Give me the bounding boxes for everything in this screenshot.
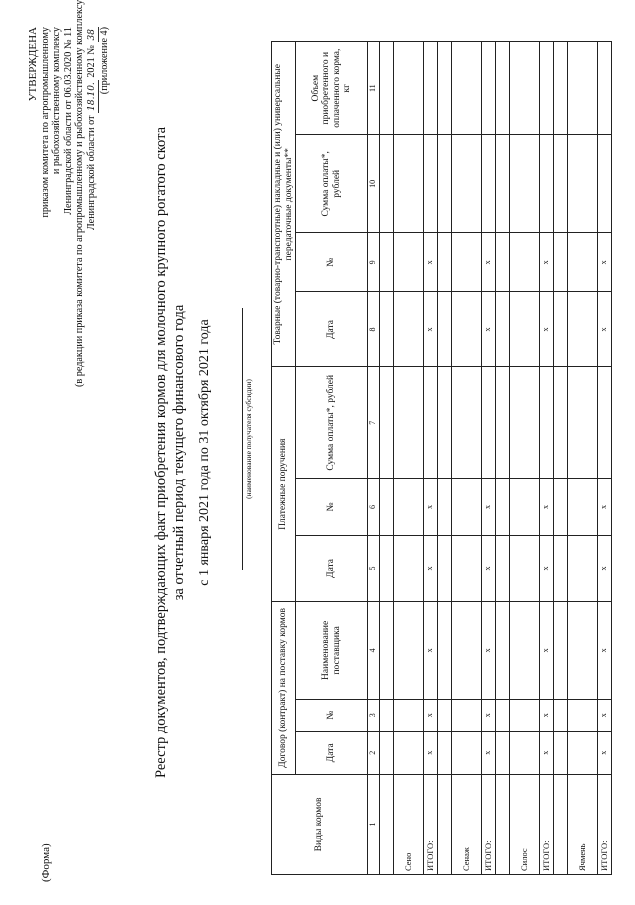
- table-cell: [437, 233, 451, 292]
- table-cell: [597, 135, 611, 233]
- table-cell: [495, 367, 509, 479]
- table-cell: [393, 535, 423, 601]
- feed-type-name: Сенаж: [451, 774, 481, 874]
- cross-mark: х: [539, 479, 553, 536]
- table-cell: [567, 42, 597, 135]
- table-cell: [437, 135, 451, 233]
- table-cell: [437, 731, 451, 774]
- header-invoice-date: Дата: [296, 292, 368, 367]
- handwritten-date: 18.10.: [87, 80, 100, 113]
- table-cell: [451, 135, 481, 233]
- cross-mark: х: [481, 535, 495, 601]
- table-cell: [451, 601, 481, 699]
- cross-mark: х: [423, 731, 437, 774]
- table-cell: [509, 601, 539, 699]
- table-cell: [437, 42, 451, 135]
- total-label: ИТОГО:: [481, 774, 495, 874]
- table-cell: [553, 601, 567, 699]
- feed-type-name: Сено: [393, 774, 423, 874]
- table-cell: [379, 135, 393, 233]
- table-cell: [539, 42, 553, 135]
- table-cell: [567, 699, 597, 731]
- table-cell: [553, 535, 567, 601]
- table-cell: [451, 535, 481, 601]
- table-cell: [379, 479, 393, 536]
- total-row: [539, 42, 553, 875]
- cross-mark: х: [539, 292, 553, 367]
- table-cell: [567, 601, 597, 699]
- cross-mark: х: [481, 601, 495, 699]
- header-payment-sum: Сумма оплаты*, рублей: [296, 367, 368, 479]
- table-cell: [495, 535, 509, 601]
- cross-mark: х: [597, 292, 611, 367]
- feed-rows: [379, 42, 611, 875]
- table-cell: [379, 601, 393, 699]
- cross-mark: х: [423, 535, 437, 601]
- table-cell: [495, 699, 509, 731]
- table-cell: [567, 292, 597, 367]
- table-cell: [437, 479, 451, 536]
- cross-mark: х: [481, 233, 495, 292]
- table-cell: [393, 731, 423, 774]
- table-cell: [495, 731, 509, 774]
- header-contract-date: Дата: [296, 731, 368, 774]
- feed-row: [553, 42, 567, 875]
- table-cell: [553, 233, 567, 292]
- col-num: 2: [368, 731, 380, 774]
- table-cell: [379, 233, 393, 292]
- cross-mark: х: [481, 731, 495, 774]
- table-cell: [393, 601, 423, 699]
- table-cell: [379, 699, 393, 731]
- cross-mark: х: [597, 233, 611, 292]
- total-row: [481, 42, 495, 875]
- col-num: 9: [368, 233, 380, 292]
- table-cell: [567, 479, 597, 536]
- total-label: ИТОГО:: [539, 774, 553, 874]
- table-cell: [423, 42, 437, 135]
- table-cell: [379, 367, 393, 479]
- table-cell: [553, 135, 567, 233]
- total-label: ИТОГО:: [597, 774, 611, 874]
- table-cell: [495, 233, 509, 292]
- header-volume: Объем приобретенного и оплаченного корма, кг: [296, 42, 368, 135]
- table-cell: [423, 367, 437, 479]
- cross-mark: х: [423, 601, 437, 699]
- header-invoice-sum: Сумма оплаты*, рублей: [296, 135, 368, 233]
- header-row-sub: [296, 42, 368, 875]
- feed-row: [495, 42, 509, 875]
- table-cell: [451, 731, 481, 774]
- table-cell: [553, 731, 567, 774]
- approval-head: УТВЕРЖДЕНА: [27, 27, 39, 102]
- form-label: (Форма): [40, 843, 52, 882]
- approval-line: Ленинградской области от 06.03.2020 № 11: [62, 27, 74, 215]
- table-cell: [393, 42, 423, 135]
- header-payment-date: Дата: [296, 535, 368, 601]
- table-cell: [481, 367, 495, 479]
- total-row: [423, 42, 437, 875]
- cross-mark: х: [597, 535, 611, 601]
- table-cell: [495, 42, 509, 135]
- column-number-row: [368, 42, 380, 875]
- header-feed-types: Виды кормов: [272, 774, 368, 874]
- feed-type-row: [509, 42, 539, 875]
- table-cell: [509, 479, 539, 536]
- table-cell: [423, 135, 437, 233]
- table-cell: [509, 233, 539, 292]
- cross-mark: х: [539, 699, 553, 731]
- approval-line-signed: [86, 27, 100, 387]
- header-supplier: Наименование поставщика: [296, 601, 368, 699]
- cross-mark: х: [597, 479, 611, 536]
- total-label: ИТОГО:: [423, 774, 437, 874]
- table-cell: [379, 42, 393, 135]
- header-row-groups: [272, 42, 296, 875]
- approval-line-text: Ленинградской области от: [85, 115, 97, 231]
- recipient-caption: (наименование получателя субсидии): [244, 379, 253, 499]
- recipient-underline: [242, 308, 243, 570]
- table-cell: [451, 699, 481, 731]
- approval-year: 2021 №: [85, 45, 97, 78]
- reporting-period: с 1 января 2021 года по 31 октября 2021 года: [197, 319, 212, 586]
- table-cell: [451, 367, 481, 479]
- table-cell: [553, 479, 567, 536]
- col-num: 10: [368, 135, 380, 233]
- cross-mark: х: [481, 479, 495, 536]
- table-cell: [509, 135, 539, 233]
- table-cell: [495, 292, 509, 367]
- table-cell: [393, 135, 423, 233]
- registry-table-wrap: [271, 41, 612, 875]
- cross-mark: х: [597, 731, 611, 774]
- feed-type-row: [451, 42, 481, 875]
- table-cell: [509, 731, 539, 774]
- approval-block: [27, 0, 111, 387]
- cross-mark: х: [597, 601, 611, 699]
- table-cell: [437, 699, 451, 731]
- header-contract: Договор (контракт) на поставку кормов: [272, 601, 296, 774]
- table-cell: [393, 479, 423, 536]
- cross-mark: х: [481, 699, 495, 731]
- cross-mark: х: [423, 233, 437, 292]
- table-cell: [437, 292, 451, 367]
- table-cell: [495, 774, 509, 874]
- col-num: 11: [368, 42, 380, 135]
- table-cell: [393, 367, 423, 479]
- col-num: 1: [368, 774, 380, 874]
- feed-type-name: Силос: [509, 774, 539, 874]
- table-cell: [509, 699, 539, 731]
- approval-appendix: (приложение 4): [99, 27, 110, 95]
- header-invoices: Товарные (товарно-транспортные) накладные и (или) универсальные передаточные документы**: [272, 42, 296, 368]
- table-cell: [597, 42, 611, 135]
- table-cell: [567, 731, 597, 774]
- cross-mark: х: [539, 535, 553, 601]
- table-cell: [451, 233, 481, 292]
- total-row: [597, 42, 611, 875]
- col-num: 5: [368, 535, 380, 601]
- handwritten-number: 38: [87, 27, 100, 42]
- feed-row: [437, 42, 451, 875]
- cross-mark: х: [423, 292, 437, 367]
- table-cell: [509, 42, 539, 135]
- table-cell: [437, 774, 451, 874]
- header-payment-orders: Платежные поручения: [272, 367, 296, 601]
- table-cell: [539, 135, 553, 233]
- table-cell: [495, 601, 509, 699]
- approval-line: приказом комитета по агропромышленному: [39, 27, 51, 218]
- table-cell: [437, 601, 451, 699]
- col-num: 7: [368, 367, 380, 479]
- cross-mark: х: [539, 601, 553, 699]
- feed-type-row: [393, 42, 423, 875]
- cross-mark: х: [423, 479, 437, 536]
- cross-mark: х: [423, 699, 437, 731]
- table-cell: [567, 233, 597, 292]
- table-cell: [567, 535, 597, 601]
- table-cell: [379, 731, 393, 774]
- table-cell: [481, 135, 495, 233]
- cross-mark: х: [597, 699, 611, 731]
- table-cell: [495, 479, 509, 536]
- feed-type-name: Ячмень: [567, 774, 597, 874]
- table-cell: [393, 292, 423, 367]
- col-num: 4: [368, 601, 380, 699]
- registry-table: [271, 41, 612, 875]
- cross-mark: х: [539, 233, 553, 292]
- cross-mark: х: [539, 731, 553, 774]
- feed-type-row: [567, 42, 597, 875]
- table-cell: [495, 135, 509, 233]
- header-payment-number: №: [296, 479, 368, 536]
- col-num: 3: [368, 699, 380, 731]
- table-cell: [509, 292, 539, 367]
- cross-mark: х: [481, 292, 495, 367]
- table-cell: [379, 535, 393, 601]
- table-cell: [437, 367, 451, 479]
- table-cell: [553, 292, 567, 367]
- table-cell: [553, 367, 567, 479]
- feed-row: [379, 42, 393, 875]
- title-line-2: за отчетный период текущего финансового года: [171, 304, 187, 601]
- title-line-1: Реестр документов, подтверждающих факт приобретения кормов для молочного крупного рогатого скота: [153, 126, 169, 779]
- table-cell: [451, 42, 481, 135]
- table-cell: [553, 42, 567, 135]
- table-cell: [567, 367, 597, 479]
- table-cell: [539, 367, 553, 479]
- approval-line: (в редакции приказа комитета по агропромышленному и рыбохозяйственному комплексу: [74, 0, 85, 387]
- table-cell: [481, 42, 495, 135]
- document-title: [152, 0, 188, 905]
- col-num: 8: [368, 292, 380, 367]
- col-num: 6: [368, 479, 380, 536]
- table-cell: [437, 535, 451, 601]
- table-cell: [553, 699, 567, 731]
- table-cell: [379, 774, 393, 874]
- table-cell: [451, 479, 481, 536]
- table-cell: [597, 367, 611, 479]
- table-cell: [567, 135, 597, 233]
- table-cell: [509, 535, 539, 601]
- header-invoice-number: №: [296, 233, 368, 292]
- header-contract-number: №: [296, 699, 368, 731]
- table-cell: [393, 233, 423, 292]
- table-cell: [379, 292, 393, 367]
- approval-line: и рыбохозяйственному комплексу: [51, 27, 62, 175]
- table-cell: [553, 774, 567, 874]
- table-cell: [393, 699, 423, 731]
- table-cell: [509, 367, 539, 479]
- table-cell: [451, 292, 481, 367]
